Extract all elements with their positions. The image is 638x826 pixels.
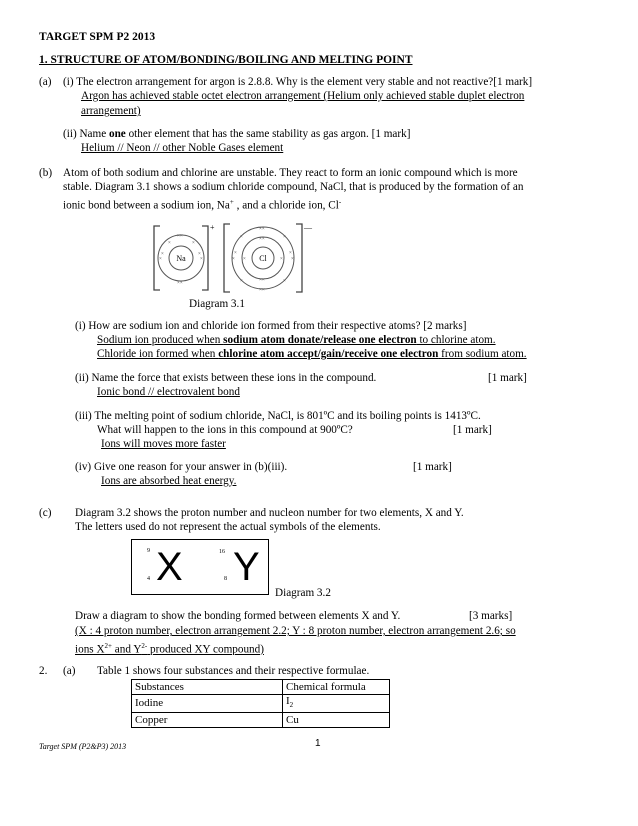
svg-text:×: ×	[289, 251, 292, 256]
cl-minus-sign: —	[304, 223, 312, 232]
table-row	[132, 695, 390, 713]
svg-text:×: ×	[240, 279, 243, 284]
q2a-intro: Table 1 shows four substances and their respective formulae.	[97, 665, 370, 677]
svg-text:××: ××	[259, 288, 265, 293]
na-plus-sign: +	[210, 223, 215, 232]
q1b-ii-answer: Ionic bond // electrovalent bond	[97, 386, 240, 398]
svg-text:×: ×	[198, 252, 201, 257]
q1b-intro-line3: ionic bond between a sodium ion, Na+ , and a chloride ion, Cl-	[63, 198, 342, 212]
q1b-ii-question: (ii) Name the force that exists between these ions in the compound.	[75, 372, 377, 384]
table-header-cell: Substances	[132, 680, 283, 695]
q1a-i-answer-line2: arrangement)	[81, 105, 141, 117]
svg-text:××: ××	[177, 234, 183, 239]
q1b-intro-line2: stable. Diagram 3.1 shows a sodium chloride compound, NaCl, that is produced by the formation of an	[63, 181, 524, 193]
svg-text:×: ×	[232, 257, 235, 262]
svg-text:×: ×	[159, 257, 162, 262]
q1b-iv-question: (iv) Give one reason for your answer in (b)(iii).	[75, 461, 288, 473]
svg-text:×: ×	[243, 257, 246, 262]
q1a-ii-answer: Helium // Neon // other Noble Gases element	[81, 142, 284, 154]
svg-text:×: ×	[161, 252, 164, 257]
q1a-ii-question: (ii) Name one other element that has the same stability as gas argon. [1 mark]	[63, 128, 411, 140]
svg-text:××: ××	[259, 227, 265, 232]
q1b-intro-line1: Atom of both sodium and chlorine are unstable. They react to form an ionic compound which is more	[63, 167, 518, 179]
svg-text:×: ×	[283, 235, 286, 240]
q1b-iii-question-line1: (iii) The melting point of sodium chloride, NaCl, is 801ºC and its boiling points is 1413ºC.	[75, 410, 481, 422]
q1c-intro-line1: Diagram 3.2 shows the proton number and nucleon number for two elements, X and Y.	[75, 507, 464, 519]
q1b-iii-question-line2: What will happen to the ions in this compound at 900ºC?	[97, 424, 353, 436]
svg-text:×: ×	[280, 257, 283, 262]
table-cell-formula: Cu	[283, 713, 390, 728]
q1b-i-answer-line1: Sodium ion produced when sodium atom donate/release one electron to chlorine atom.	[97, 334, 496, 346]
table-row	[132, 713, 390, 728]
q1c-task: Draw a diagram to show the bonding formed between elements X and Y.	[75, 610, 401, 622]
element-y-symbol: Y	[233, 545, 260, 589]
q1a-i-question: (i) The electron arrangement for argon is 2.8.8. Why is the element very stable and not reactive?[1 mark]	[63, 76, 533, 88]
svg-text:×: ×	[240, 235, 243, 240]
q2a-label: (a)	[63, 665, 76, 677]
svg-text:×: ×	[200, 257, 203, 262]
q1b-iv-answer: Ions are absorbed heat energy.	[101, 475, 237, 487]
table-header-row	[132, 680, 390, 695]
footer-source: Target SPM (P2&P3) 2013	[39, 742, 127, 751]
x-proton-number: 4	[147, 576, 150, 582]
na-nucleus-label: Na	[176, 254, 186, 263]
page-number: 1	[315, 738, 321, 749]
svg-text:×: ×	[168, 241, 171, 246]
q1b-iv-mark: [1 mark]	[413, 461, 452, 473]
q1b-i-question: (i) How are sodium ion and chloride ion formed from their respective atoms? [2 marks]	[75, 320, 467, 332]
q1c-answer-line2: ions $X^{2+}$ and $Y^{2-}$ produced XY compound)	[75, 642, 264, 656]
q1c-intro-line2: The letters used do not represent the actual symbols of the elements.	[75, 521, 381, 533]
y-proton-number: 8	[224, 576, 227, 582]
table-header-cell: Chemical formula	[283, 680, 390, 695]
element-x-symbol: X	[156, 545, 183, 589]
q1a-label: (a)	[39, 76, 52, 88]
svg-text:××: ××	[177, 281, 183, 286]
table-cell-formula: $I_2$	[283, 695, 390, 713]
q1c-label: (c)	[39, 507, 52, 519]
q1a-i-answer-line1: Argon has achieved stable octet electron arrangement (Helium only achieved stable duplet electron	[81, 90, 525, 102]
q2-label: 2.	[39, 665, 48, 677]
substances-table	[131, 679, 390, 728]
y-nucleon-number: 16	[219, 549, 225, 555]
q1b-iii-mark: [1 mark]	[453, 424, 492, 436]
cl-nucleus-label: Cl	[259, 254, 267, 263]
diagram-3-2-box	[131, 539, 269, 595]
svg-text:××: ××	[259, 278, 265, 283]
q1b-iii-answer: Ions will moves more faster	[101, 438, 226, 450]
q1c-answer-line1: (X : 4 proton number, electron arrangement 2.2; Y : 8 proton number, electron arrangement 2.6; so	[75, 625, 516, 637]
svg-text:××: ××	[259, 237, 265, 242]
svg-text:×: ×	[192, 241, 195, 246]
svg-text:×: ×	[283, 279, 286, 284]
q1b-ii-mark: [1 mark]	[488, 372, 527, 384]
diagram-3-1-caption: Diagram 3.1	[189, 298, 245, 310]
x-nucleon-number: 9	[147, 548, 150, 554]
document-title: TARGET SPM P2 2013	[39, 31, 156, 43]
svg-text:×: ×	[291, 257, 294, 262]
table-cell-substance: Copper	[132, 713, 283, 728]
section-heading: 1. STRUCTURE OF ATOM/BONDING/BOILING AND MELTING POINT	[39, 54, 413, 66]
q1b-label: (b)	[39, 167, 53, 179]
diagram-3-1-nacl	[150, 220, 320, 296]
table-cell-substance: Iodine	[132, 695, 283, 713]
diagram-3-2-caption: Diagram 3.2	[275, 587, 331, 599]
q1b-i-answer-line2: Chloride ion formed when chlorine atom accept/gain/receive one electron from sodium atom.	[97, 348, 527, 360]
svg-text:×: ×	[234, 251, 237, 256]
q1c-task-mark: [3 marks]	[469, 610, 513, 622]
